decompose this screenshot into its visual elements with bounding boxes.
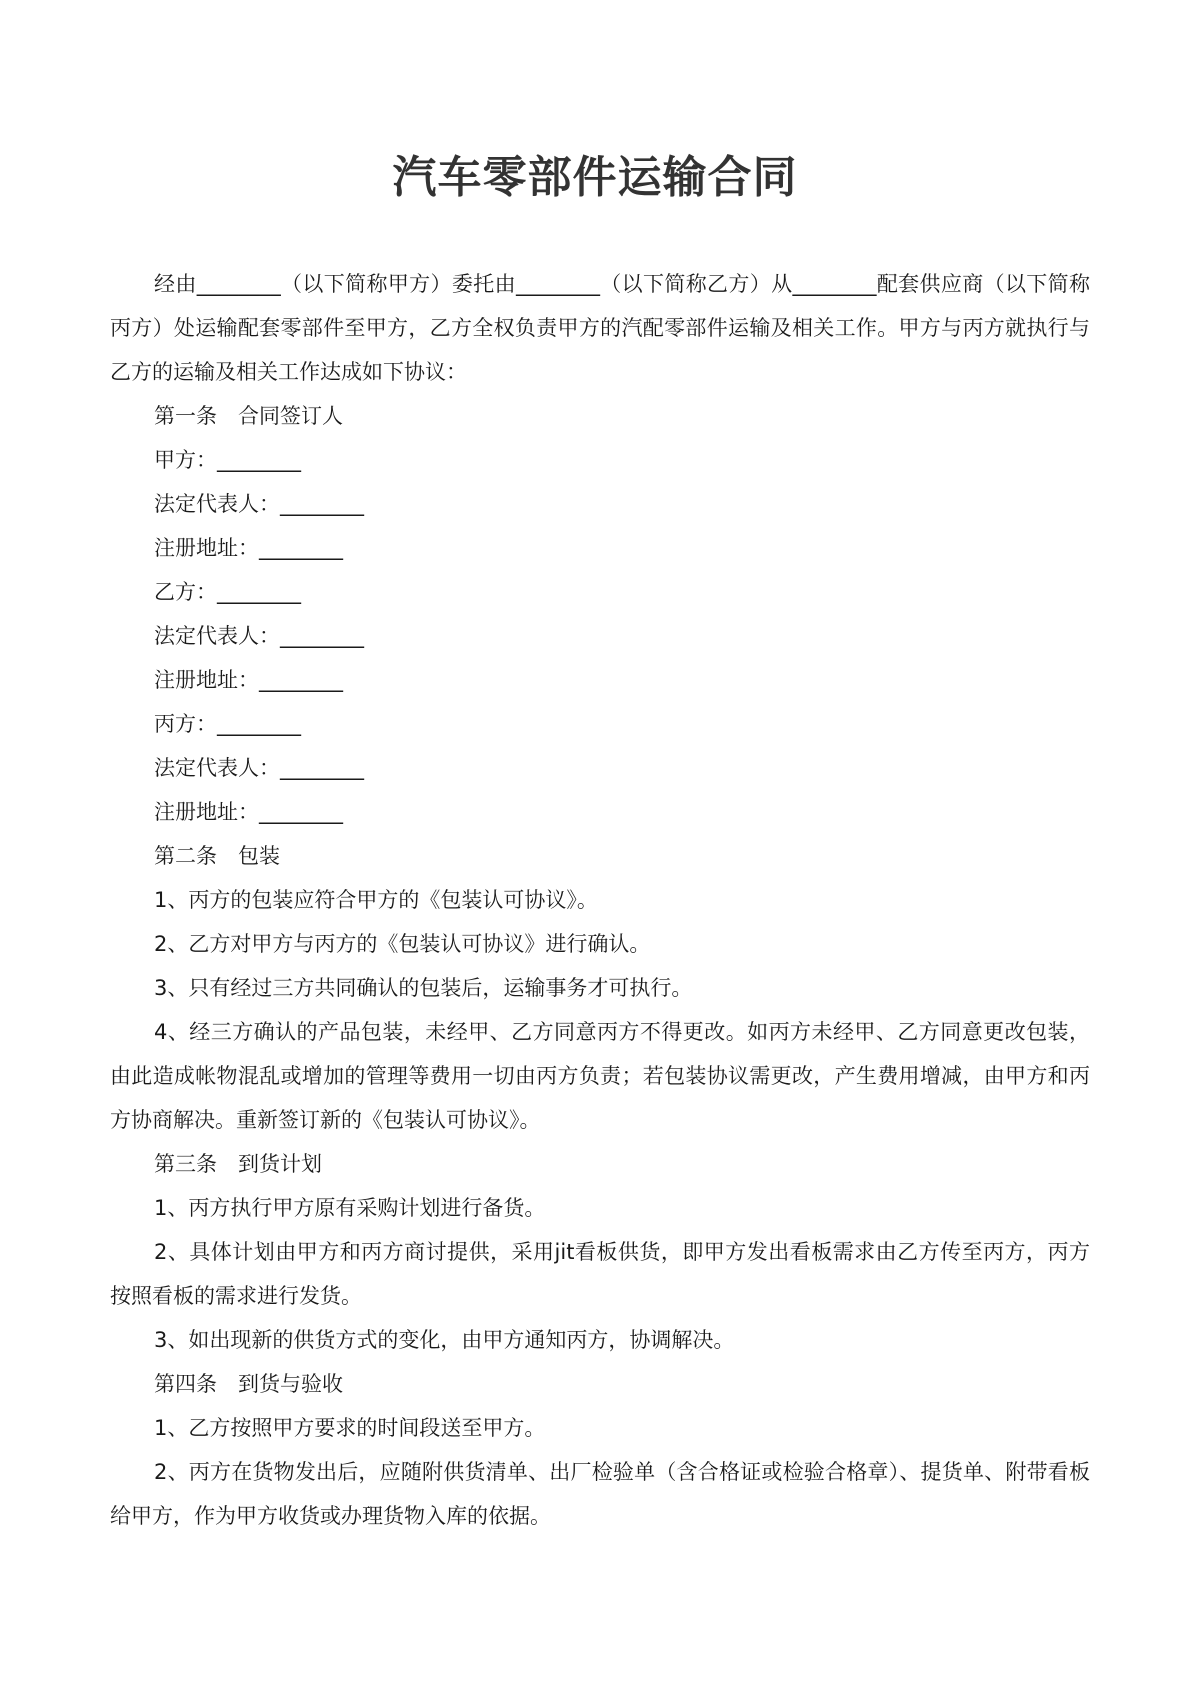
document-paragraph: 1、乙方按照甲方要求的时间段送至甲方。 (154, 1416, 546, 1440)
document-paragraph: 第四条 到货与验收 (154, 1372, 343, 1396)
document-paragraph: 2、具体计划由甲方和丙方商讨提供，采用jit看板供货，即甲方发出看板需求由乙方传至丙方，丙方按照看板的需求进行发货。 (110, 1240, 1090, 1308)
document-paragraph: 丙方：________ (154, 712, 301, 736)
document-paragraph: 法定代表人：________ (154, 624, 364, 648)
document-paragraph: 3、只有经过三方共同确认的包装后，运输事务才可执行。 (154, 976, 693, 1000)
document-paragraph: 2、丙方在货物发出后，应随附供货清单、出厂检验单（含合格证或检验合格章）、提货单、附带看板给甲方，作为甲方收货或办理货物入库的依据。 (110, 1460, 1090, 1528)
document-paragraph: 经由________（以下简称甲方）委托由________（以下简称乙方）从________配套供应商（以下简称丙方）处运输配套零部件至甲方，乙方全权负责甲方的汽配零部件运输及相关工作。甲方与丙方就执行与乙方的运输及相关工作达成如下协议： (110, 272, 1090, 384)
document-paragraph: 注册地址：________ (154, 536, 343, 560)
document-title: 汽车零部件运输合同 (392, 152, 798, 203)
document-paragraph: 法定代表人：________ (154, 756, 364, 780)
document-paragraph: 3、如出现新的供货方式的变化，由甲方通知丙方，协调解决。 (154, 1328, 735, 1352)
document-paragraph: 第一条 合同签订人 (154, 404, 343, 428)
document-paragraph: 注册地址：________ (154, 668, 343, 692)
document-paragraph: 注册地址：________ (154, 800, 343, 824)
document-paragraph: 第二条 包装 (154, 844, 280, 868)
document-body (110, 262, 1090, 1538)
document-paragraph: 法定代表人：________ (154, 492, 364, 516)
document-paragraph: 2、乙方对甲方与丙方的《包装认可协议》进行确认。 (154, 932, 651, 956)
document-paragraph: 甲方：________ (154, 448, 301, 472)
document-paragraph: 乙方：________ (154, 580, 301, 604)
document-paragraph: 第三条 到货计划 (154, 1152, 322, 1176)
document-paragraph: 1、丙方执行甲方原有采购计划进行备货。 (154, 1196, 546, 1220)
document-paragraph: 1、丙方的包装应符合甲方的《包装认可协议》。 (154, 888, 598, 912)
document-paragraph: 4、经三方确认的产品包装，未经甲、乙方同意丙方不得更改。如丙方未经甲、乙方同意更改包装，由此造成帐物混乱或增加的管理等费用一切由丙方负责；若包装协议需更改，产生费用增减，由甲方和丙方协商解决。重新签订新的《包装认可协议》。 (110, 1020, 1090, 1132)
